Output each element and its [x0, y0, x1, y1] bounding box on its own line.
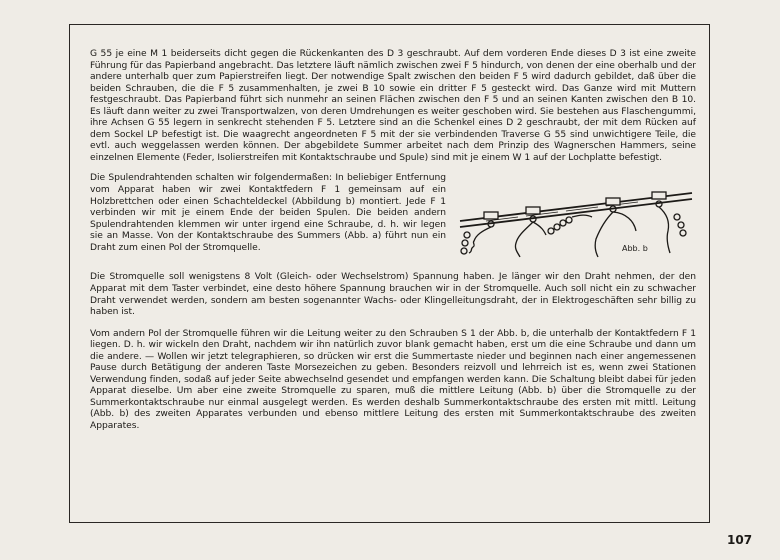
text-body: [90, 49, 696, 433]
paragraph-2-column: [90, 173, 446, 254]
wiring-illustration: [456, 187, 696, 259]
figure-label: Abb. b: [622, 244, 648, 254]
paragraph-with-figure: [90, 173, 696, 263]
page-number: 107: [727, 533, 753, 547]
paragraph-1: G 55 je eine M 1 beiderseits dicht gegen die Rückenkanten des D 3 geschraubt. Auf dem vorderen Ende dieses D 3 ist eine zweite Führung für das Papierband angebracht. Das letztere läuft nämlich zwischen zwei F 5 hindurch, von denen der eine oberhalb und der andere unterhalb quer zum Papierstreifen liegt. Der notwendige Spalt zwischen den beiden F 5 wird dadurch gebildet, daß über die beiden Schrauben, die die F 5 zusammenhalten, je zwei B 10 sowie ein dritter F 5 gesteckt wird. Das Ganze wird mit Muttern festgeschraubt. Das Papierband führt sich nunmehr an seinen Flächen zwischen den F 5 und an seinen Kanten zwischen den B 10. Es läuft dann weiter zu zwei Transportwalzen, von deren Umdrehungen es weiter geschoben wird. Sie bestehen aus Flaschengummi, ihre Achsen G 55 legern in senkrecht stehenden F 5. Letztere sind an die Schenkel eines D 2 geschraubt, der mit dem Rücken auf dem Sockel LP befestigt ist. Die waagrecht angeordneten F 5 mit der sie verbindenden Traverse G 55 sind unwichtigere Teile, die evtl. auch weggelassen werden können. Der abgebildete Summer arbeitet nach dem Prinzip des Wagnerschen Hammers, seine einzelnen Elemente (Feder, Isolierstreifen mit Kontaktschraube und Spule) sind mit je einem W 1 auf der Lochplatte befestigt.: [90, 49, 696, 163]
paragraph-2: Die Spulendrahtenden schalten wir folgendermaßen: In beliebiger Entfernung vom Apparat haben wir zwei Kontaktfedern F 1 gemeinsam auf ein Holzbrettchen oder einen Schachteldeckel (Abbildung b) montiert. Jede F 1 verbinden wir mit je einem Ende der beiden Spulen. Die beiden andern Spulendrahtenden klemmen wir unter irgend eine Schraube, d. h. wir legen sie an Masse. Von der Kontaktschraube des Summers (Abb. a) führt nun ein Draht zum einen Pol der Stromquelle.: [90, 173, 446, 253]
paragraph-3: Die Stromquelle soll wenigstens 8 Volt (Gleich- oder Wechselstrom) Spannung haben. Je länger wir den Draht nehmen, der den Apparat mit dem Taster verbindet, eine desto höhere Spannung brauchen wir in der Stromquelle. Auch soll nicht ein zu schwacher Draht verwendet werden, sondern am besten sogenannter Wachs- oder Klingelleitungsdraht, der in Elektrogeschäften sehr billig zu haben ist.: [90, 272, 696, 318]
figure-abb-b: [456, 187, 696, 263]
paragraph-4: Vom andern Pol der Stromquelle führen wir die Leitung weiter zu den Schrauben S 1 der Abb. b, die unterhalb der Kontaktfedern F 1 liegen. D. h. wir wickeln den Draht, nachdem wir ihn natürlich zuvor blank gemacht haben, erst um die eine Schraube und dann um die andere. — Wollen wir jetzt telegraphieren, so drücken wir erst die Summertaste nieder und beginnen nach einer angemessenen Pause durch Betätigung der anderen Taste Morsezeichen zu geben. Besonders reizvoll und lehrreich ist es, wenn zwei Stationen Verwendung finden, sodaß auf jeder Seite abwechselnd gesendet und empfangen werden kann. Die Schaltung bleibt dabei für jeden Apparat dieselbe. Um aber eine zweite Stromquelle zu sparen, muß die mittlere Leitung (Abb. b) über die Stromquelle zu der Summerkontaktschraube nur einmal ausgelegt werden. Es werden deshalb Summerkontaktschraube des ersten mit mittl. Leitung (Abb. b) des zweiten Apparates verbunden und ebenso mittlere Leitung des ersten mit Summerkontaktschraube des zweiten Apparates.: [90, 328, 696, 432]
